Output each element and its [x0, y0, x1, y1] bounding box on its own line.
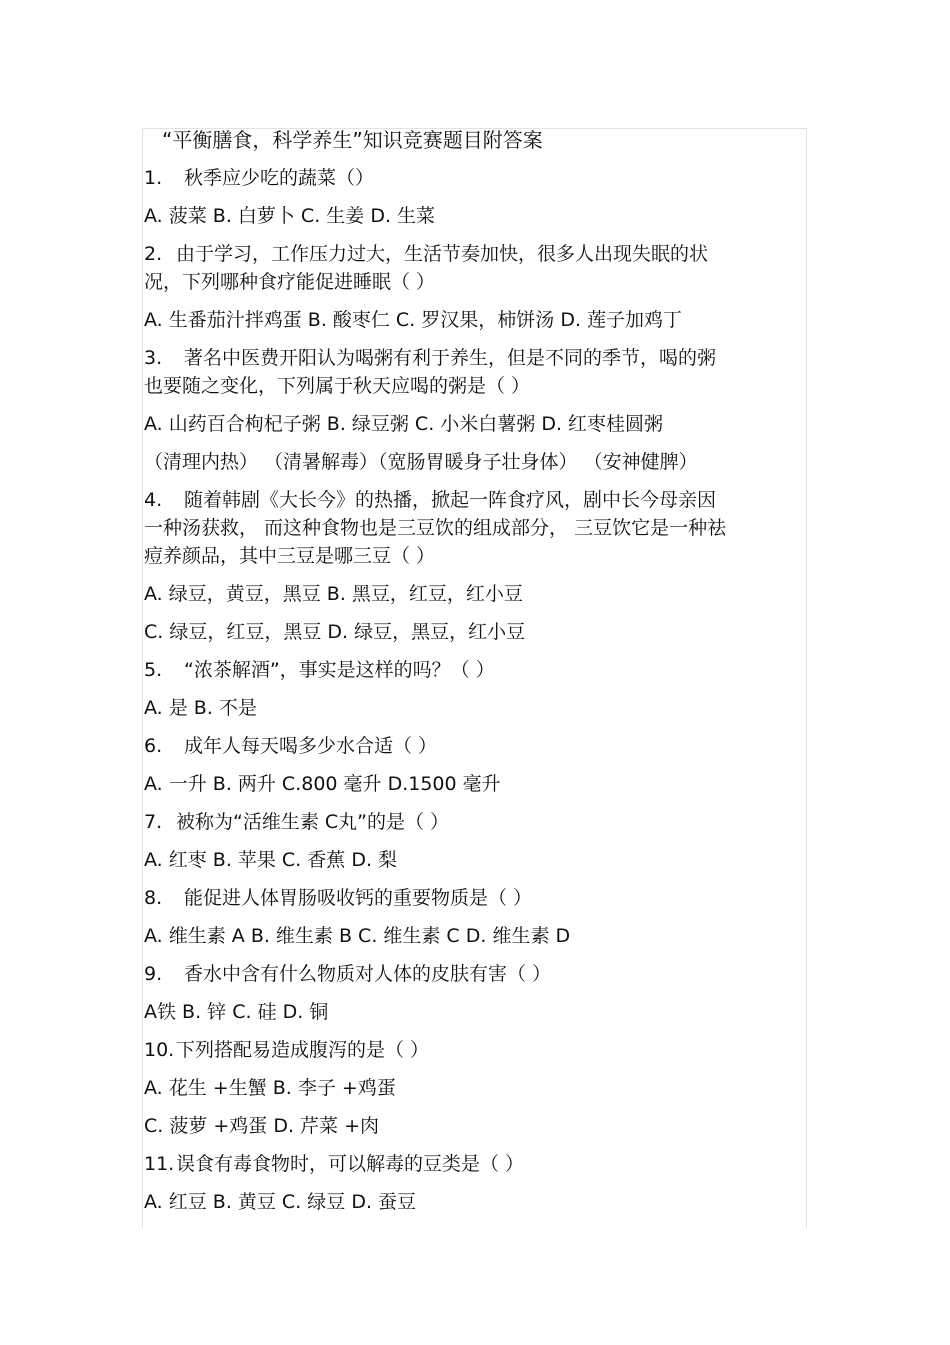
- question-number: 5.: [144, 659, 163, 681]
- document-content: [144, 126, 804, 1226]
- question-number: 3.: [144, 347, 163, 369]
- question-3-option-notes: （清理内热） （清暑解毒）（宽肠胃暖身子壮身体） （安神健脾）: [144, 451, 698, 473]
- question-text: 能促进人体胃肠吸收钙的重要物质是（ ）: [184, 887, 533, 909]
- question-number: 6.: [144, 735, 163, 757]
- question-4-options-ab: A. 绿豆，黄豆，黑豆 B. 黑豆，红豆，红小豆: [144, 583, 523, 605]
- question-text-line: 著名中医费开阳认为喝粥有利于养生，但是不同的季节，喝的粥: [184, 347, 717, 369]
- question-text: 下列搭配易造成腹泻的是（ ）: [176, 1039, 430, 1061]
- question-text: 成年人每天喝多少水合适（ ）: [184, 735, 438, 757]
- question-number: 2.: [144, 243, 163, 265]
- page-frame-left: [142, 128, 143, 1228]
- question-2: [144, 240, 804, 296]
- question-10: [144, 1036, 804, 1064]
- question-8: [144, 884, 804, 912]
- question-10-options-ab: A. 花生 +生蟹 B. 李子 +鸡蛋: [144, 1077, 396, 1099]
- question-text-line: 随着韩剧《大长今》的热播，掀起一阵食疗风，剧中长今母亲因: [184, 489, 717, 511]
- question-text: 秋季应少吃的蔬菜（）: [184, 167, 375, 189]
- question-text-line: 也要随之变化，下列属于秋天应喝的粥是（ ）: [144, 375, 531, 397]
- question-6: [144, 732, 804, 760]
- question-3: [144, 344, 804, 400]
- question-9: [144, 960, 804, 988]
- question-text-line: 一种汤获救， 而这种食物也是三豆饮的组成部分， 三豆饮它是一种祛: [144, 517, 727, 539]
- question-1: [144, 164, 804, 192]
- question-6-options: A. 一升 B. 两升 C.800 毫升 D.1500 毫升: [144, 773, 501, 795]
- question-7-options: A. 红枣 B. 苹果 C. 香蕉 D. 梨: [144, 849, 398, 871]
- document-title: “平衡膳食，科学养生”知识竞赛题目附答案: [162, 128, 543, 152]
- question-5-options: A. 是 B. 不是: [144, 697, 257, 719]
- question-text: 被称为“活维生素 C丸”的是（ ）: [176, 811, 450, 833]
- question-4: [144, 486, 804, 570]
- question-text-line: 由于学习，工作压力过大，生活节奏加快，很多人出现失眠的状: [176, 243, 709, 265]
- question-8-options: A. 维生素 A B. 维生素 B C. 维生素 C D. 维生素 D: [144, 925, 571, 947]
- question-text: 误食有毒食物时，可以解毒的豆类是（ ）: [176, 1153, 525, 1175]
- question-7: [144, 808, 804, 836]
- question-number: 11.: [144, 1153, 175, 1175]
- question-5: [144, 656, 804, 684]
- question-9-options: A铁 B. 锌 C. 硅 D. 铜: [144, 1001, 329, 1023]
- question-number: 9.: [144, 963, 163, 985]
- question-11: [144, 1150, 804, 1178]
- question-4-options-cd: C. 绿豆，红豆，黑豆 D. 绿豆，黑豆，红小豆: [144, 621, 526, 643]
- question-number: 1.: [144, 167, 163, 189]
- question-10-options-cd: C. 菠萝 +鸡蛋 D. 芹菜 +肉: [144, 1115, 380, 1137]
- question-text-line: 痘养颜品，其中三豆是哪三豆（ ）: [144, 545, 436, 567]
- page-frame-right: [806, 128, 807, 1228]
- question-2-options: A. 生番茄汁拌鸡蛋 B. 酸枣仁 C. 罗汉果，柿饼汤 D. 莲子加鸡丁: [144, 309, 683, 331]
- question-1-options: A. 菠菜 B. 白萝卜 C. 生姜 D. 生菜: [144, 205, 436, 227]
- question-text: 香水中含有什么物质对人体的皮肤有害（ ）: [184, 963, 552, 985]
- question-11-options: A. 红豆 B. 黄豆 C. 绿豆 D. 蚕豆: [144, 1191, 417, 1213]
- question-text-line: 况，下列哪种食疗能促进睡眠（ ）: [144, 271, 436, 293]
- question-number: 4.: [144, 489, 163, 511]
- question-text: “浓茶解酒”，事实是这样的吗？（ ）: [184, 659, 495, 681]
- question-number: 10.: [144, 1039, 175, 1061]
- question-number: 8.: [144, 887, 163, 909]
- question-number: 7.: [144, 811, 163, 833]
- question-3-options: A. 山药百合枸杞子粥 B. 绿豆粥 C. 小米白薯粥 D. 红枣桂圆粥: [144, 413, 664, 435]
